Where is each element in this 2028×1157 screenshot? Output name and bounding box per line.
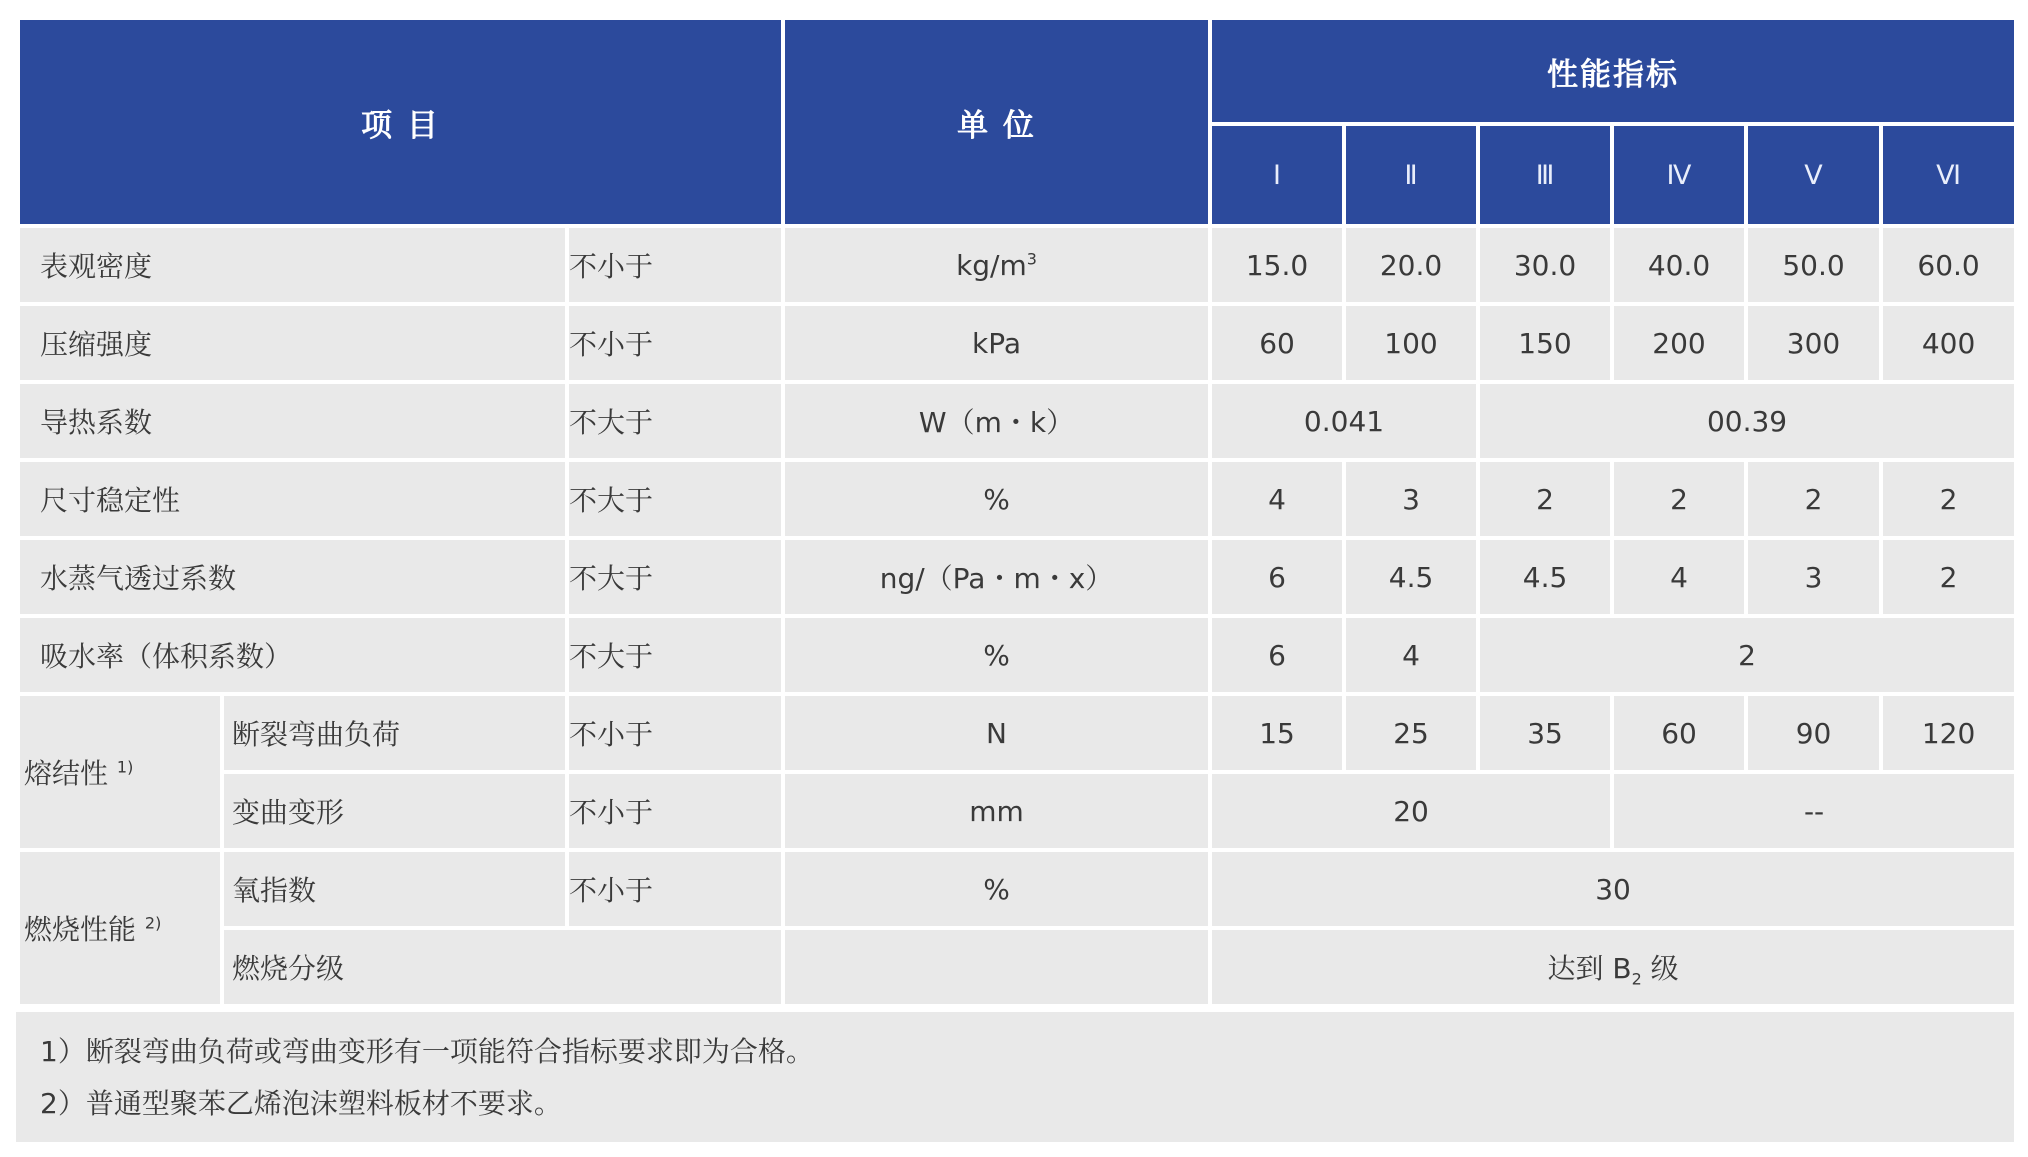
grade-header-1: Ⅰ: [1210, 124, 1344, 226]
value-cell: 0.041: [1210, 382, 1478, 460]
table-row-absorption: [18, 616, 2016, 694]
value-cell: 6: [1210, 538, 1344, 616]
row-qualifier: 不小于: [567, 304, 783, 382]
value-cell: 90: [1746, 694, 1881, 772]
value-cell: 00.39: [1478, 382, 2016, 460]
header-performance: 性能指标: [1210, 18, 2016, 124]
grade-header-4: Ⅳ: [1612, 124, 1746, 226]
grade-header-3: Ⅲ: [1478, 124, 1612, 226]
group-label-fusion: [18, 694, 222, 850]
row-unit: ng/（Pa・m・x）: [783, 538, 1210, 616]
grade-suffix: 级: [1641, 952, 1679, 985]
value-cell: 200: [1612, 304, 1746, 382]
footnotes: [16, 1008, 2014, 1142]
grade-header-5: Ⅴ: [1746, 124, 1881, 226]
row-unit: %: [783, 460, 1210, 538]
table-row-vapor: [18, 538, 2016, 616]
value-cell: 100: [1344, 304, 1478, 382]
value-cell: 4: [1210, 460, 1344, 538]
row-unit: W（m・k）: [783, 382, 1210, 460]
table-row-stability: [18, 460, 2016, 538]
value-cell: 35: [1478, 694, 1612, 772]
value-cell: 6: [1210, 616, 1344, 694]
row-name: 吸水率（体积系数）: [18, 616, 567, 694]
row-qualifier: 不小于: [567, 694, 783, 772]
row-name: 燃烧分级: [222, 928, 783, 1006]
value-cell: 4: [1612, 538, 1746, 616]
row-name: 水蒸气透过系数: [18, 538, 567, 616]
table-row-conductivity: [18, 382, 2016, 460]
group-name: 熔结性: [24, 757, 109, 790]
table-row-fusion-load: [18, 694, 2016, 772]
performance-spec-table: [16, 16, 2018, 1008]
value-cell: --: [1612, 772, 2016, 850]
row-unit: mm: [783, 772, 1210, 850]
footnote-2: 2）普通型聚苯乙烯泡沫塑料板材不要求。: [40, 1087, 562, 1120]
row-unit: %: [783, 850, 1210, 928]
footnote-marker: 1): [116, 757, 134, 777]
value-cell: 20: [1210, 772, 1612, 850]
value-cell: 2: [1478, 616, 2016, 694]
grade-header-2: Ⅱ: [1344, 124, 1478, 226]
grade-header-6: Ⅵ: [1881, 124, 2016, 226]
value-cell: 15.0: [1210, 226, 1344, 304]
value-cell: 4.5: [1344, 538, 1478, 616]
value-cell: 20.0: [1344, 226, 1478, 304]
row-unit: N: [783, 694, 1210, 772]
table-row-fusion-deform: [18, 772, 2016, 850]
value-cell: 50.0: [1746, 226, 1881, 304]
value-cell: 2: [1881, 538, 2016, 616]
spec-table-container: [16, 16, 2014, 1142]
value-cell: 150: [1478, 304, 1612, 382]
value-cell: 4.5: [1478, 538, 1612, 616]
value-cell: 30.0: [1478, 226, 1612, 304]
value-cell: 3: [1746, 538, 1881, 616]
value-cell: [1210, 928, 2016, 1006]
header-unit: 单 位: [783, 18, 1210, 226]
row-unit: %: [783, 616, 1210, 694]
row-name: 断裂弯曲负荷: [222, 694, 567, 772]
value-cell: 60: [1210, 304, 1344, 382]
footnote-1: 1）断裂弯曲负荷或弯曲变形有一项能符合指标要求即为合格。: [40, 1035, 814, 1068]
value-cell: 2: [1881, 460, 2016, 538]
row-qualifier: 不大于: [567, 538, 783, 616]
value-cell: 120: [1881, 694, 2016, 772]
table-row-burning-oxygen: [18, 850, 2016, 928]
row-unit: [783, 226, 1210, 304]
value-cell: 2: [1746, 460, 1881, 538]
value-cell: 60.0: [1881, 226, 2016, 304]
row-qualifier: 不小于: [567, 772, 783, 850]
row-name: 氧指数: [222, 850, 567, 928]
value-cell: 30: [1210, 850, 2016, 928]
unit-superscript: 3: [1026, 249, 1037, 269]
group-label-burning: [18, 850, 222, 1006]
row-name: 压缩强度: [18, 304, 567, 382]
value-cell: 400: [1881, 304, 2016, 382]
value-cell: 300: [1746, 304, 1881, 382]
row-qualifier: 不大于: [567, 460, 783, 538]
table-row-density: [18, 226, 2016, 304]
group-name: 燃烧性能: [24, 913, 137, 946]
row-name: 尺寸稳定性: [18, 460, 567, 538]
grade-subscript: 2: [1631, 969, 1642, 989]
value-cell: 2: [1612, 460, 1746, 538]
row-qualifier: 不小于: [567, 226, 783, 304]
unit-base: kg/m: [956, 248, 1027, 282]
value-cell: 2: [1478, 460, 1612, 538]
row-qualifier: 不小于: [567, 850, 783, 928]
row-qualifier: 不大于: [567, 616, 783, 694]
row-unit-empty: [783, 928, 1210, 1006]
value-cell: 4: [1344, 616, 1478, 694]
footnote-marker: 2): [144, 913, 162, 933]
row-unit: kPa: [783, 304, 1210, 382]
value-cell: 25: [1344, 694, 1478, 772]
row-name: 表观密度: [18, 226, 567, 304]
row-qualifier: 不大于: [567, 382, 783, 460]
header-item: 项 目: [18, 18, 783, 226]
row-name: 导热系数: [18, 382, 567, 460]
table-row-compression: [18, 304, 2016, 382]
value-cell: 40.0: [1612, 226, 1746, 304]
value-cell: 15: [1210, 694, 1344, 772]
value-cell: 60: [1612, 694, 1746, 772]
grade-prefix: 达到 B: [1547, 952, 1632, 985]
row-name: 变曲变形: [222, 772, 567, 850]
value-cell: 3: [1344, 460, 1478, 538]
table-row-burning-grade: [18, 928, 2016, 1006]
